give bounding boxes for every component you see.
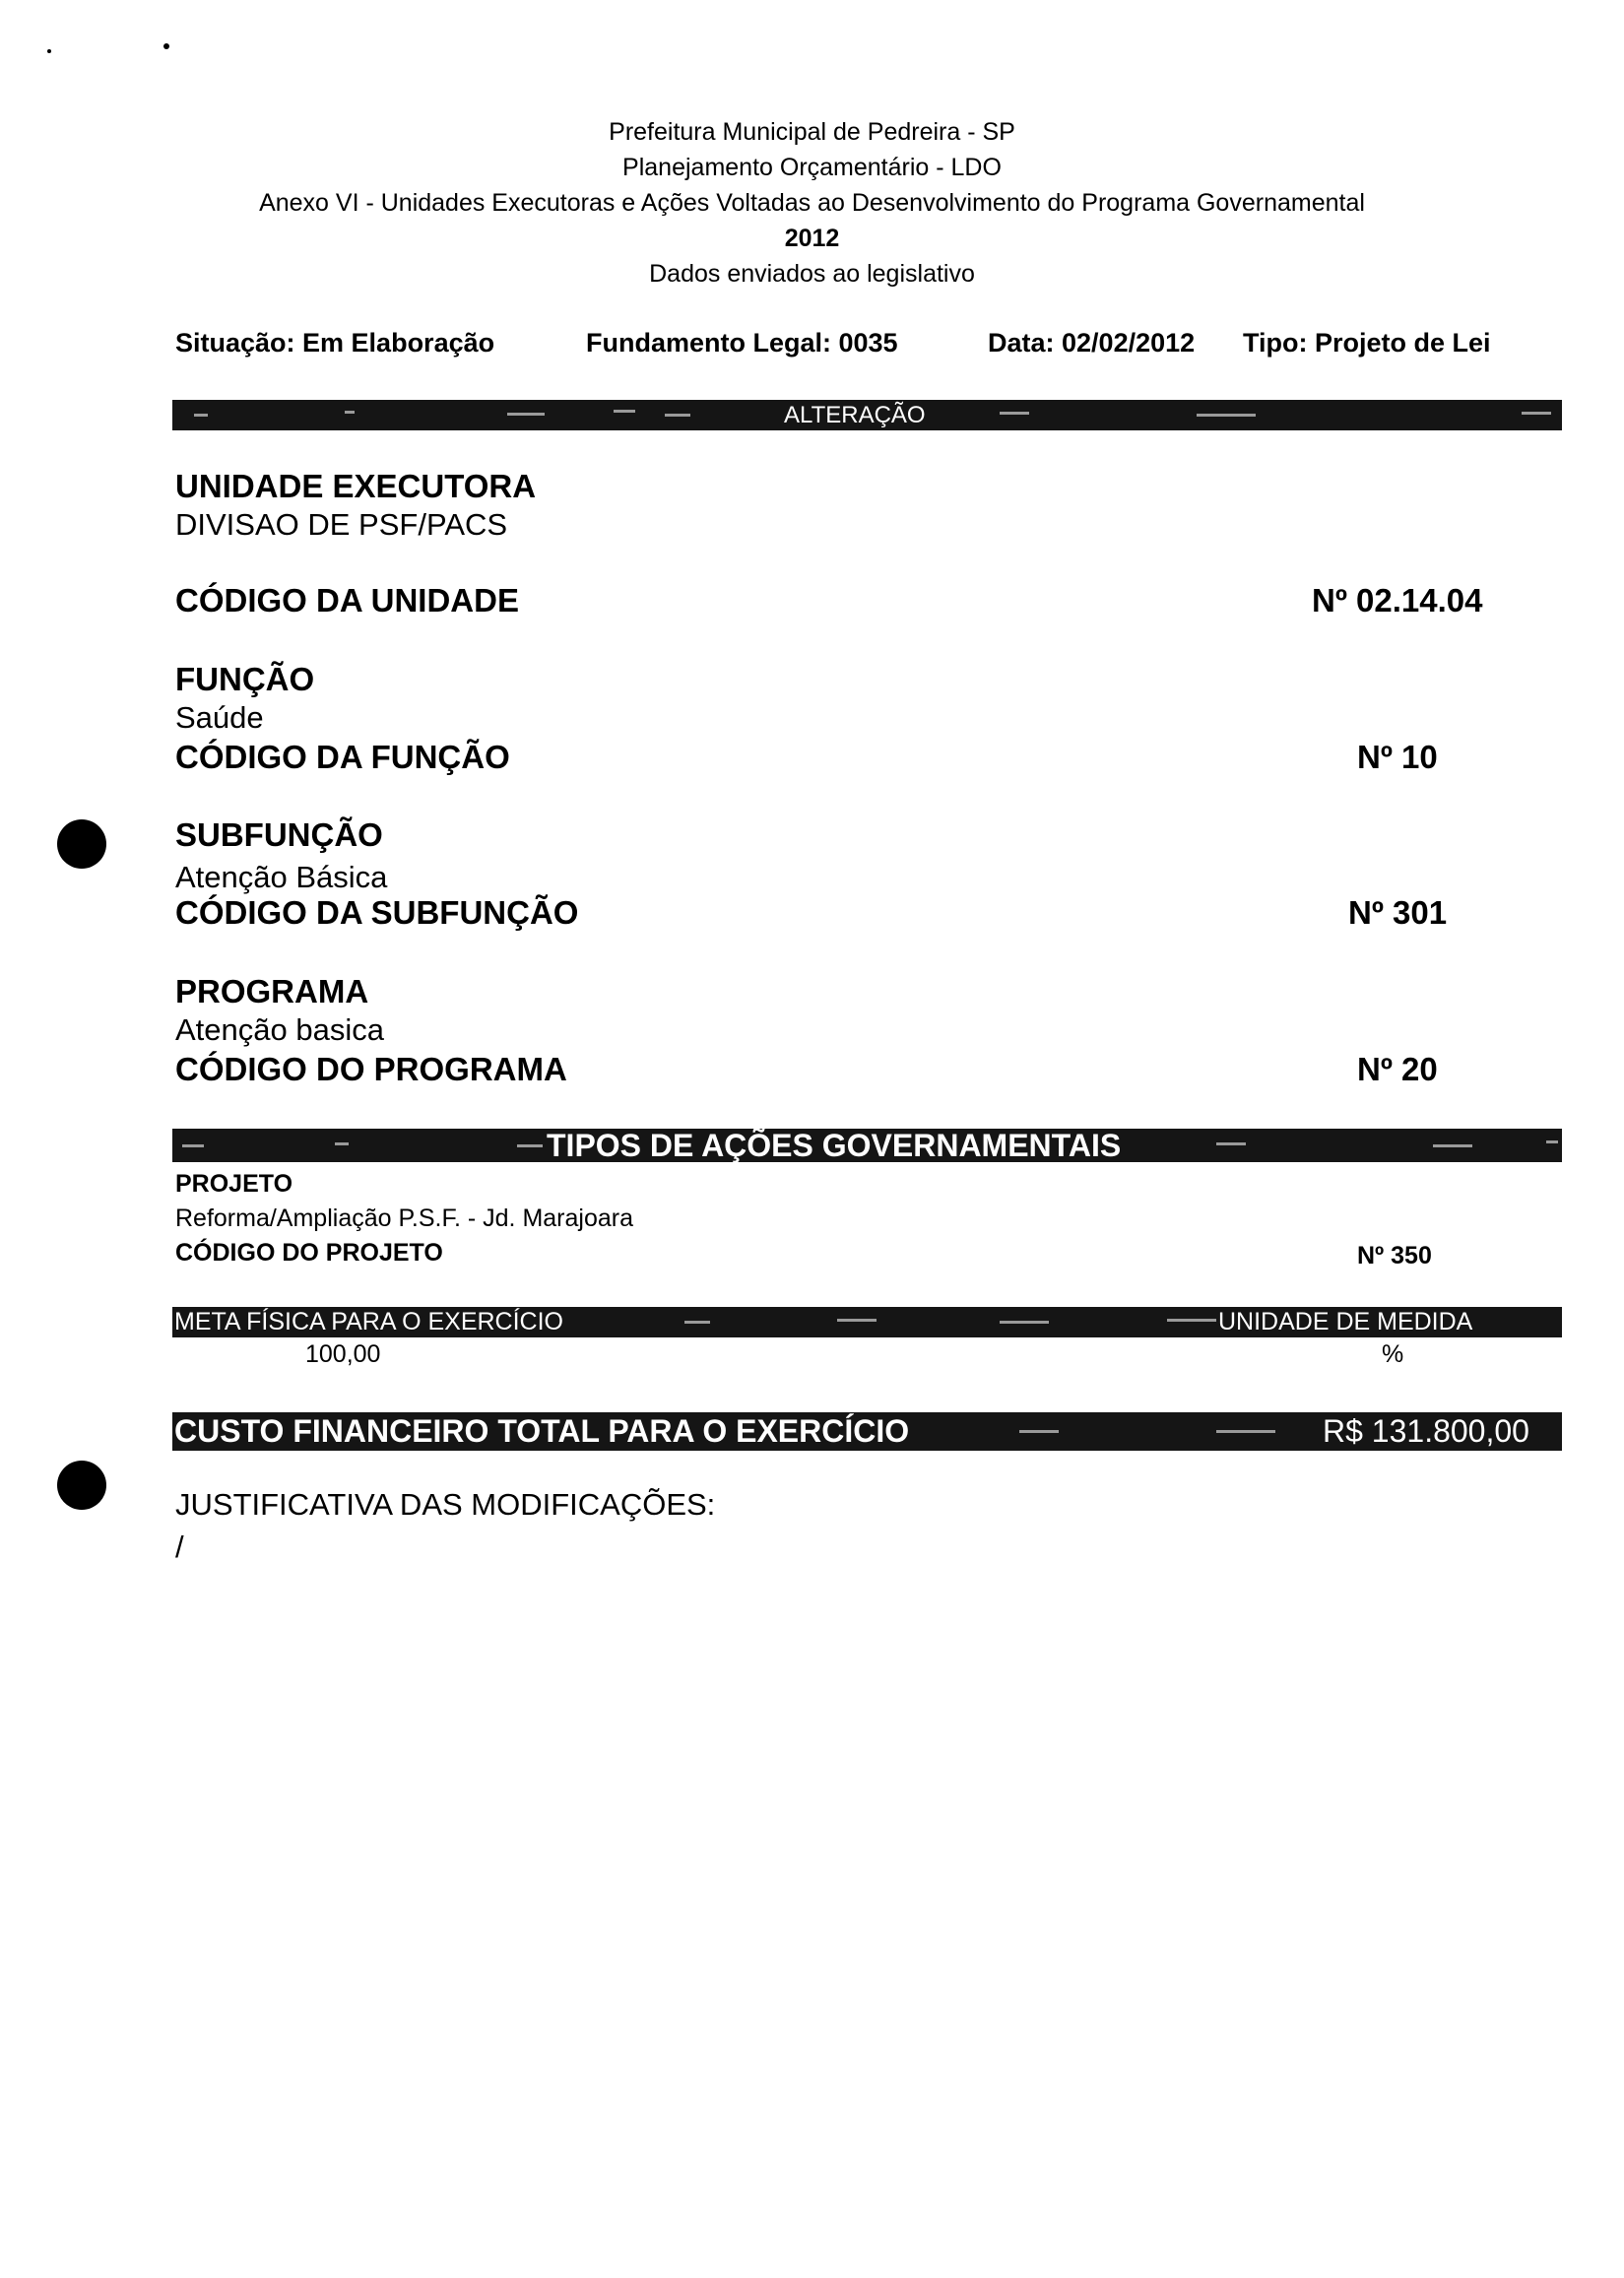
- projeto-label: PROJETO: [175, 1170, 293, 1198]
- meta-tipo: Tipo: Projeto de Lei: [1243, 328, 1491, 358]
- scan-noise: [194, 414, 208, 417]
- meta-fisica-value: 100,00: [305, 1340, 381, 1368]
- header-planning: Planejamento Orçamentário - LDO: [622, 154, 1002, 181]
- meta-fisica-unit: %: [1382, 1340, 1404, 1368]
- codigo-subfuncao-value: Nº 301: [1348, 894, 1448, 931]
- subfuncao-label: SUBFUNÇÃO: [175, 816, 383, 853]
- unidade-executora-label: UNIDADE EXECUTORA: [175, 468, 537, 504]
- unidade-executora-value: DIVISAO DE PSF/PACS: [175, 507, 508, 542]
- meta-fisica-bar: [172, 1307, 1562, 1337]
- alteracao-label: ALTERAÇÃO: [784, 402, 926, 428]
- unidade-medida-label: UNIDADE DE MEDIDA: [1218, 1308, 1473, 1335]
- scan-noise: [1522, 412, 1551, 415]
- codigo-programa-label: CÓDIGO DO PROGRAMA: [175, 1051, 567, 1087]
- scan-noise: [1019, 1430, 1059, 1433]
- scan-noise: [1000, 412, 1029, 415]
- custo-financeiro-label: CUSTO FINANCEIRO TOTAL PARA O EXERCÍCIO: [174, 1413, 910, 1449]
- meta-data: Data: 02/02/2012: [988, 328, 1196, 358]
- tipos-acoes-bar: [172, 1129, 1562, 1162]
- header-annex-title: Anexo VI - Unidades Executoras e Ações Voltadas ao Desenvolvimento do Programa Governamental: [259, 189, 1365, 217]
- scan-noise: [1167, 1319, 1216, 1322]
- binder-hole-top: [57, 819, 106, 869]
- scan-noise: [1433, 1144, 1472, 1147]
- scan-noise: [1216, 1430, 1275, 1433]
- programa-value: Atenção basica: [175, 1012, 384, 1047]
- header-sent-note: Dados enviados ao legislativo: [649, 260, 975, 288]
- custo-financeiro-bar: [172, 1412, 1562, 1451]
- meta-situacao: Situação: Em Elaboração: [175, 328, 495, 358]
- scan-noise: [507, 413, 545, 416]
- funcao-value: Saúde: [175, 700, 264, 735]
- subfuncao-value: Atenção Básica: [175, 860, 388, 894]
- funcao-label: FUNÇÃO: [175, 661, 315, 697]
- scan-noise: [517, 1144, 543, 1147]
- scan-noise: [335, 1142, 349, 1145]
- codigo-unidade-value: Nº 02.14.04: [1312, 582, 1483, 618]
- binder-hole-bottom: [57, 1461, 106, 1510]
- codigo-subfuncao-label: CÓDIGO DA SUBFUNÇÃO: [175, 894, 579, 931]
- codigo-unidade-label: CÓDIGO DA UNIDADE: [175, 582, 519, 618]
- tipos-acoes-label: TIPOS DE AÇÕES GOVERNAMENTAIS: [547, 1128, 1122, 1163]
- scan-noise: [1000, 1321, 1049, 1324]
- scan-speck: [163, 43, 169, 49]
- justificativa-label: JUSTIFICATIVA DAS MODIFICAÇÕES:: [175, 1487, 716, 1522]
- projeto-value: Reforma/Ampliação P.S.F. - Jd. Marajoara: [175, 1204, 634, 1232]
- programa-label: PROGRAMA: [175, 973, 369, 1009]
- codigo-funcao-value: Nº 10: [1357, 739, 1438, 775]
- scan-noise: [1546, 1140, 1558, 1143]
- scan-noise: [1216, 1142, 1246, 1145]
- scan-noise: [1197, 414, 1256, 417]
- scan-noise: [182, 1144, 204, 1147]
- scan-noise: [665, 414, 690, 417]
- justificativa-value: /: [175, 1530, 184, 1564]
- codigo-programa-value: Nº 20: [1357, 1051, 1438, 1087]
- codigo-funcao-label: CÓDIGO DA FUNÇÃO: [175, 739, 510, 775]
- alteracao-bar: [172, 400, 1562, 430]
- scan-noise: [837, 1319, 877, 1322]
- header-municipality: Prefeitura Municipal de Pedreira - SP: [609, 118, 1015, 146]
- codigo-projeto-label: CÓDIGO DO PROJETO: [175, 1239, 443, 1267]
- header-year: 2012: [784, 225, 840, 252]
- scan-noise: [614, 410, 635, 413]
- custo-financeiro-value: R$ 131.800,00: [1323, 1413, 1529, 1449]
- scan-noise: [345, 411, 355, 414]
- scan-noise: [684, 1321, 710, 1324]
- codigo-projeto-value: Nº 350: [1357, 1242, 1432, 1269]
- meta-fisica-label: META FÍSICA PARA O EXERCÍCIO: [174, 1308, 563, 1335]
- meta-fundamento: Fundamento Legal: 0035: [586, 328, 898, 358]
- scan-speck: [47, 49, 51, 53]
